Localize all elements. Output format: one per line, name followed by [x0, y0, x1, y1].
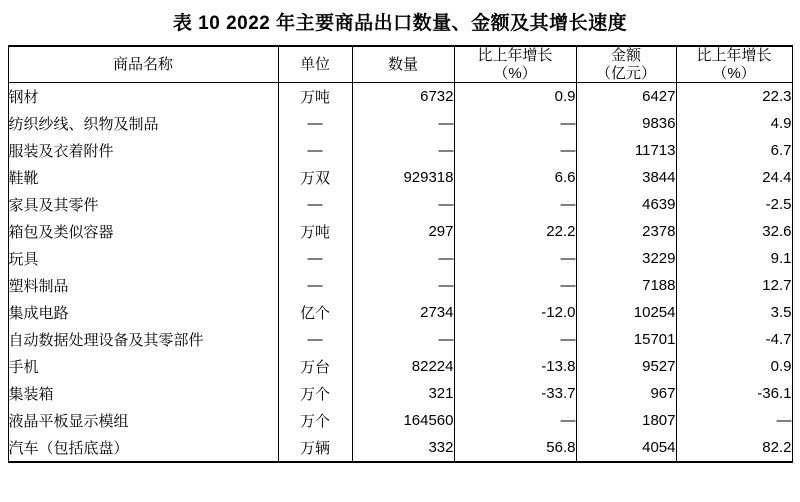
cell-quantity: 164560 [352, 407, 454, 434]
cell-quantity: 297 [352, 218, 454, 245]
cell-amount: 3844 [576, 164, 676, 191]
cell-amount: 1807 [576, 407, 676, 434]
cell-amount-growth: 3.5 [676, 299, 792, 326]
cell-quantity-growth: — [454, 245, 576, 272]
cell-amount: 7188 [576, 272, 676, 299]
cell-amount: 4639 [576, 191, 676, 218]
cell-amount-growth: 6.7 [676, 137, 792, 164]
cell-quantity: 82224 [352, 353, 454, 380]
page-title: 表 10 2022 年主要商品出口数量、金额及其增长速度 [172, 13, 628, 34]
cell-amount-growth: 4.9 [676, 110, 792, 137]
cell-goods-name: 集装箱 [8, 380, 278, 407]
cell-goods-name: 纺织纱线、织物及制品 [8, 110, 278, 137]
cell-amount-growth: 0.9 [676, 353, 792, 380]
cell-amount: 967 [576, 380, 676, 407]
cell-quantity: — [352, 272, 454, 299]
cell-quantity-growth: — [454, 110, 576, 137]
cell-unit: 万双 [278, 164, 352, 191]
cell-amount-growth: 32.6 [676, 218, 792, 245]
table-row [8, 137, 792, 164]
header-sublabel: （%） [712, 64, 756, 82]
cell-quantity-growth: — [454, 191, 576, 218]
header-row [8, 46, 792, 83]
table-row [8, 353, 792, 380]
cell-goods-name: 箱包及类似容器 [8, 218, 278, 245]
cell-unit: 万个 [278, 380, 352, 407]
cell-quantity-growth: — [454, 326, 576, 353]
cell-quantity-growth: 0.9 [454, 83, 576, 111]
cell-quantity-growth: 6.6 [454, 164, 576, 191]
cell-quantity-growth: -12.0 [454, 299, 576, 326]
table-row [8, 434, 792, 462]
cell-amount-growth: — [676, 407, 792, 434]
cell-amount: 6427 [576, 83, 676, 111]
cell-amount: 9836 [576, 110, 676, 137]
cell-quantity-growth: — [454, 407, 576, 434]
cell-amount: 11713 [576, 137, 676, 164]
table-row [8, 380, 792, 407]
cell-goods-name: 液晶平板显示模组 [8, 407, 278, 434]
header-label: 金额 [610, 47, 641, 64]
cell-unit: — [278, 326, 352, 353]
cell-quantity-growth: 22.2 [454, 218, 576, 245]
table-body [8, 83, 792, 463]
cell-quantity-growth: -33.7 [454, 380, 576, 407]
cell-unit: 万辆 [278, 434, 352, 462]
cell-unit: — [278, 245, 352, 272]
table-row [8, 299, 792, 326]
cell-amount-growth: 82.2 [676, 434, 792, 462]
cell-amount: 3229 [576, 245, 676, 272]
cell-goods-name: 鞋靴 [8, 164, 278, 191]
header-label: 比上年增长 [696, 47, 772, 64]
cell-amount-growth: 12.7 [676, 272, 792, 299]
export-goods-table [8, 45, 793, 463]
cell-quantity: 332 [352, 434, 454, 462]
cell-goods-name: 玩具 [8, 245, 278, 272]
cell-amount: 15701 [576, 326, 676, 353]
table-row [8, 245, 792, 272]
cell-quantity: — [352, 137, 454, 164]
column-header-goods-name [8, 46, 278, 83]
cell-amount: 10254 [576, 299, 676, 326]
cell-quantity: 321 [352, 380, 454, 407]
cell-goods-name: 家具及其零件 [8, 191, 278, 218]
column-header-amount-growth [676, 46, 792, 83]
table-row [8, 272, 792, 299]
cell-amount: 2378 [576, 218, 676, 245]
cell-unit: — [278, 137, 352, 164]
cell-goods-name: 钢材 [8, 83, 278, 111]
column-header-unit [278, 46, 352, 83]
cell-unit: — [278, 272, 352, 299]
header-label: 单位 [299, 55, 330, 73]
header-sublabel: （亿元） [595, 64, 656, 82]
column-header-quantity [352, 46, 454, 83]
table-row [8, 110, 792, 137]
column-header-amount [576, 46, 676, 83]
header-label: 数量 [387, 55, 418, 73]
cell-quantity: — [352, 110, 454, 137]
cell-amount-growth: 22.3 [676, 83, 792, 111]
header-sublabel: （%） [493, 64, 537, 82]
cell-goods-name: 自动数据处理设备及其零部件 [8, 326, 278, 353]
cell-goods-name: 塑料制品 [8, 272, 278, 299]
cell-quantity: 6732 [352, 83, 454, 111]
cell-quantity: — [352, 191, 454, 218]
cell-goods-name: 手机 [8, 353, 278, 380]
cell-goods-name: 汽车（包括底盘） [8, 434, 278, 462]
cell-amount-growth: 9.1 [676, 245, 792, 272]
cell-amount-growth: -36.1 [676, 380, 792, 407]
cell-quantity: — [352, 326, 454, 353]
table-row [8, 326, 792, 353]
cell-goods-name: 服装及衣着附件 [8, 137, 278, 164]
cell-unit: 万台 [278, 353, 352, 380]
cell-amount-growth: -2.5 [676, 191, 792, 218]
cell-amount: 9527 [576, 353, 676, 380]
cell-quantity-growth: -13.8 [454, 353, 576, 380]
cell-unit: — [278, 110, 352, 137]
table-row [8, 407, 792, 434]
table-row [8, 218, 792, 245]
table-row [8, 191, 792, 218]
cell-unit: 亿个 [278, 299, 352, 326]
cell-unit: 万吨 [278, 218, 352, 245]
table-header [8, 46, 792, 83]
cell-goods-name: 集成电路 [8, 299, 278, 326]
table-row [8, 164, 792, 191]
cell-quantity-growth: 56.8 [454, 434, 576, 462]
cell-unit: 万个 [278, 407, 352, 434]
cell-amount-growth: -4.7 [676, 326, 792, 353]
column-header-quantity-growth [454, 46, 576, 83]
cell-unit: 万吨 [278, 83, 352, 111]
cell-quantity: 2734 [352, 299, 454, 326]
cell-quantity-growth: — [454, 272, 576, 299]
header-label: 比上年增长 [477, 47, 553, 64]
cell-quantity: 929318 [352, 164, 454, 191]
cell-unit: — [278, 191, 352, 218]
table-row [8, 83, 792, 111]
cell-amount: 4054 [576, 434, 676, 462]
cell-quantity: — [352, 245, 454, 272]
header-label: 商品名称 [112, 55, 173, 73]
cell-amount-growth: 24.4 [676, 164, 792, 191]
cell-quantity-growth: — [454, 137, 576, 164]
